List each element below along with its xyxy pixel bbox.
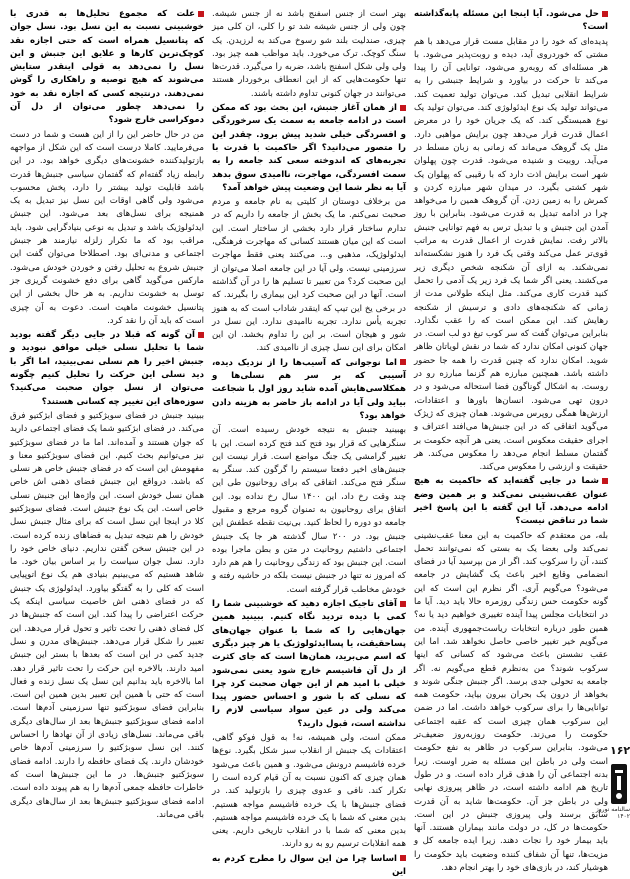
- answer-paragraph: بله، من معتقدم که حاکمیت به این معنا عقب‌نشینی نمی‌کند ولی بعضا یک به بستی که نمی‌توانند تحمل کنند، آن را سرکوب کند. اگر از من بپرسید آیا در فضای انضمامی وقایع اخیر باعث یک گشایش در جامعه می‌شود؟ می‌گویم آری. اگر نظرم این است که این گونه حکومت حس زندگی روزمره حالا باید دید. آیا ما در انتخابات مجلس پیدا آینده تغییری خواهیم دید یا نه؟ همین طور درباره انتخابات ریاست‌جمهوری آینده. من می‌گویم خیر تغییر خاصی حاصل نخواهد شد. اما این عقب نشستن باعث می‌شود که کسانی که اینها سرکوب شوند؟ من به‌نظرم قطع می‌گویم نه. اگر جامعه به تحولی جدی برسد. اگر جنبش جنگی شوند و بخواهد از درون یک بحران بیرون بیاید، حکومت همه توانایی‌ها را برای سرکوب خواهد داشت. اما در ضمن این سرکوب همان چیزی است که عقبه اجتماعی حکومت را می‌زند. حکومت روزبه‌روز ضعیف‌تر می‌شود. بنابراین سرکوب در ظاهر به نفع حکومت است ولی در باطن این مسئله به ضرر اوست. زیرا بدنه اجتماعی آن را هدف قرار داده است. و در طول تاریخ هم ادامه داشته است، در ظاهر پیروزی نهایی ولی در باطن جز آن. حکومت‌ها شاید به آن قدرت سابق برسند ولی پیروزی جنبش در این است. حکومت‌ها در کل، در دولت مانند بیماران هستند. آنها باید بیمار خود را نجات دهند. زیرا ایده جامعه کل و مزیت‌ها، تنها آن شفاف کننده وضعیت باید حکومت را هوشیار کند، در بازی‌های خود را بهتر انجام دهد.: [414, 530, 608, 873]
- question-marker-icon: [400, 601, 406, 607]
- question-marker-icon: [602, 478, 608, 484]
- question-marker-icon: [602, 11, 608, 17]
- text-columns: [8, 8, 608, 877]
- question-text: از همان آغاز جنبش، این بحث بود که ممکن است در ادامه جامعه به سمت یک سرخوردگی و افسردگی خیلی شدید پیش برود. چقدر این را متصور می‌دانید؟ اگر حاکمیت با قدرت با تجربه‌های که اندوخته سعی کند جامعه را به سمت افسردگی، مهاجرت، ناامیدی سوق بدهد آیا به نظر شما این وضعیت پیش خواهد آمد؟: [212, 103, 406, 193]
- question-marker-icon: [198, 11, 204, 17]
- question-marker-icon: [400, 855, 406, 861]
- question-text: اما نوجوانی که آسیب‌ها را از نزدیک دیده، آسیبی که بر سر هم نسلی‌ها و همکلاسی‌هایش آمده شاید روز اول با شجاعت بیاید ولی آیا در ادامه باز حاضر به هزینه دادن خواهد بود؟: [212, 357, 406, 421]
- answer-paragraph: من در حال حاضر این را از این هست و شما در دست می‌فرمایید. کاملا درست است که این شکل از مواجهه بازتولیدکننده خشونت‌های دیگری خواهد بود. در این رابطه زیاد گفته‌ام که گفتمان سیاسی جنبش‌ها قدرت باشد قابلیت تولید بیشتر را دارد، پخش محسوب می‌شود ولی گاهی اوقات این نسل نیز تبدیل به یک همنیجه برای نسل‌های بعد می‌شود. این جنبش ایدئولوژیک باشد و تبدیل به نوعی بنیادگرایی شود. باید مراقب بود که ما تکرار زلزله نیازمند هر جنبش اجتماعی و مدنی‌ای بود. اصطلاحا می‌توان گفت این جنبش شروع به تحلیل رفتن و خوردن خودش می‌شود. مارکس می‌گوید گاهی برای دفع خشونت گریزی جز توسل به خشونت نداریم. به هر حال بخشی از این پتانسیل خشونت ماهیت است. دعوت به آن چیزی است که باید آن را نقد کرد.: [10, 129, 204, 326]
- interview-question: [212, 357, 406, 423]
- magazine-logo: [608, 762, 630, 806]
- question-text: آقای تاجیک اجازه دهید که خوشبینی شما را کمی با دیده تردید نگاه کنیم. ببینید همین جهان‌هایی را که شما با عنوان جهان‌های پسا‌حقیقت، یا پساایدئولوژیک یا هر چیز دیگری که اسم می‌برید، همان‌ها است که جای کثرت از دل آن فاشیسم خارج شود یعنی نمی‌شود خیلی با امید هم از این جهان صحبت کرد چرا که نسلی که با شور و احساس حضور پیدا می‌کند ولی در عین سواد سیاسی لازم را نداشته است، قبول دارید؟: [212, 599, 406, 729]
- interview-question: [10, 329, 204, 409]
- column-left: [10, 8, 204, 820]
- column-right: [414, 8, 608, 873]
- interview-question: [414, 475, 608, 528]
- question-marker-icon: [400, 359, 406, 365]
- interview-question: [212, 598, 406, 731]
- answer-paragraph: پدیده‌ای که خود را در مقابل مست قرار می‌دهد با هم مشتی که خورد‌رو‌ی آید، دیده و روبت‌پذیر می‌شود. با هر مسئله‌ای که روبه‌رو می‌شود، توانایی آن را پیدا می‌کند تا حرکت در بیاورد و شرایط جنبشی را به شرایط انقلابی تبدیل کند. می‌توان تولید تعمیت کند. می‌تواند تولید یک نوع ایدئولوژی کند. می‌توان تولید یک نوع همبستگی کند. که یک جریان خود را در معرض اعمال قدرت قرار می‌دهد چون برایش مواهبی دارد. مثل یک گروهک می‌ماند که زمانی به زبان مسلط در می‌آید. روبیت و شنیده می‌شود. قدرت چون پهلوان شهر است برایش اذت دارد که با رقیبی که پهلوان یک شهر کشتی بگیرد. در میدان شهر مبارزه کردن و کمرش را به زمین زدن. آن گروهک همین را می‌خواهد چرا در ادامه تبدیل به قدرت می‌شود. بنابراین با روز آمدن این جنبش و با تبدیل ترس به فهم توانایی جنبش بالاتر رفت. نمایش قدرت از اعمال قدرت به مراتب قوی‌تر عمل می‌کند وقتی یک فرد را هنوز نشکسته‌اند نمی‌شکند. به ازای آن شکنجه شخص دیگری زیر می‌کشند. یعنی اگر شما یک فرد زیر یک آدمی را تحمل کنید قدرت کاری می‌کند. مثل اینکه طولانی مدت از زمانی که شکنجه‌های دادی و ترسیش از شکنجه رهایش کند. این ممکن است که را عقب نگذارد. بنابراین می‌توان گفت که سر کوب تیغ دو لب است. در جهان کنونی امکان ندارد که شما در نقش لویاتان ظاهر شوید. امکان ندارد که چنین قدرت را همه جا حضور داشته باشد. همچنین مبارزه هم گزنما مبارزه رو در روست. به اشکال گوناگون فضا استحاله می‌شود و در درون تهی می‌شود. انسان‌ها باورها و اعتقادات، ارزش‌ها همگی روپرس می‌شوند. همان چیزی که ژیژک می‌گوید اتفاقی که در این جنبش‌ها می‌افتد اعتراف و اجرای حقیقت معکوس است. یعنی هر آنچه حکومت بر گفتمان مسلط انجام می‌دهد را معکوس می‌کند. هر حقیقت و ارزشی را معکوس می‌کند.: [414, 36, 608, 473]
- question-marker-icon: [400, 105, 406, 111]
- question-text: حل می‌شود. آیا اینجا این مسئله پا‌به‌گذاشته است؟: [414, 9, 608, 33]
- interview-question: [10, 8, 204, 128]
- interview-question: [414, 8, 608, 35]
- answer-paragraph: ببینید جنبش در فضای سوبژکتیو و فضای ابژکتیو فرق می‌کند. در فضای ابژکتیو شما یک فضای اجتماعی دارید که جوان هستند و آمده‌اند. اما ما در فضای سوبژکتیو نیز می‌توانیم بحث کنیم. این فضای سوبژکتیو معنا و مفهومش این است که در فضای جنبش خاص هر نسلی که باشد. درواقع این جنبش فضای ذهنی اش خاص همان نسل خودش است. این واژه‌ها این جنبش نسلی خاص است. این یک نوع جنبش است. فضای سوبژکتیو کلا در اینجا این نسل است که برای مثال جنبش نسل خودش را هم نتیجه تبدیل به فضاهای زنده کرده است. در این جنبش سخن گفتن نداریم. دنیای خاص خود را دارد. نسل جوان سیاست را بر اساس بیان خود. ما شاهد هستیم که می‌بینیم بنیادی هم یک نوع اتوپیایی است که کلی را به گفتگو بیاورد. ایدئولوژی یک جنبش که در فضای ذهنی اش خاصیت سیاسی اینکه یک حرکت اعتراضی را پیدا کند. این است که جنبش‌ها در کل فضای ذهنی را تحت تاثیر و تحول قرار می‌دهد. این تعبیر را شکل قرار می‌دهد. جنبش‌های مدرن و نسل جدید کمی در این است که بعدها با بستر این جنبش امید دارند. بالاخره این حرکت را تحت تاثیر قرار دهد. اما بالاخره باید بدانیم این نسل یک نسل زنده و فعال است که حتی با همین این تعبیر بدین همین این است. بنابراین فضای سوبژکتیو تنها سرزمینی آدم‌ها است. ادامه فضای سوبژکتیو جنبش‌ها بعد از سال‌های دیگری باقی می‌ماند. نسل‌های زیادی از آن نهادها را احساس کنند. این نسل سوبژکتیو را سرزمینی آدم‌ها خاص خودشان دارند. یک فضای حافظه را دارند. ادامه فضای سوبژکتیو جنبش‌ها. در ما این جنبش‌ها است که خاطرات حافظه جمعی آدم‌ها را به هم پیوند داده است. ادامه فضای سوبژکتیو جنبش‌ها بعد از سال‌های دیگری باقی می‌ماند.: [10, 410, 204, 820]
- column-middle: [212, 8, 407, 877]
- question-text: آن گونه که قبلا در جایی دیگر گفته بودید شما با تحلیل نسلی خیلی موافق نبودید و جنبش اخیر را هم نسلی نمی‌بینید، اما اگر با دید نسلی این حرکت را تحلیل کنیم چگونه می‌توان از نسل جوان صحبت می‌کنید؟ سوزه‌های این تغییر چه کسانی هستند؟: [10, 330, 204, 407]
- page-number: ۱۶۲: [610, 744, 630, 757]
- answer-paragraph: ممکن است، ولی همیشه، نه! به قول فوکو گاهی، اعتقادات یک جنبش از انقلاب سبز شکل بگیرد. نوع‌ها خرده فاشیسم درونش می‌شود. و همین باعث می‌شود همان چیزی که اکنون نسبت به آن قیام کرده است را تکرار کند. نافی و عدوی چیزی را بازتولید کند. در فضای جنبش‌ها با یک خرده فاشیسم مواجه هستیم. بدین معنی که شما با یک خرده فاشیسم مواجه هستیم. بدین معنی که شما با در انقلاب تاریخی داریم. یعنی همه انقلابات ترسیم رو به رو دارند.: [212, 733, 406, 850]
- question-text: شما در جایی گفته‌اید که حاکمیت به هیچ عنوان عقب‌نشینی نمی‌کند و بر همین وضع ادامه می‌دهد. آیا این گفته با این پاسخ اخیر شما در تناقض نیست؟: [414, 476, 608, 527]
- issue-line: سالنامه نوروز ۱۴۰۲: [595, 806, 630, 820]
- interview-question: [212, 102, 406, 195]
- question-text: اساسا چرا من این سوال را مطرح کردم به این: [212, 853, 406, 877]
- answer-paragraph: بهتر است از جنس اسفنج باشد نه از جنس شیشه. چون ولی از جنس شیشه شد تو را کلی، ان کلی میز چیزی، صندلیت بلند شو رسوخ می‌کند به لرزیدن. یک سنگ کوچک. ترک می‌خورد. باید مواظب همه چیز بود. ولی ولی شکل اسفنج باشد، ضربه را می‌گیرد. قدرت‌ها تنها حکومت‌هایی که از این انعطاف برخوردار هستند می‌توانند در جهان کنونی تداوم داشته باشند.: [212, 9, 406, 99]
- page-margin: [612, 0, 630, 820]
- answer-paragraph: بهبینید جنبش به نتیجه خودش رسیده است. آن سنگرهایی که قرار بود فتح کند فتح کرده است. این با تغییر گرامشی یک جنگ مواضع است. قرار نیست این جنبش‌های اخیر دفعتا سیستم را گرگون کند. سنگر به سنگر فتح می‌کند. اتفاقی که برای روحانیون طی این چند وقت رخ داد، این ۱۴۰۰ سال رخ نداده بود. این اتفاق برای روحانیون به تمنوان گروه مرجع و مقبول جامعه دو دوره را لحاظ کنید. بی‌نیت نقطه عطفش این جنبش بود. در ۲۰۰ سال گذشته هر جا یک جنبش اجتماعی داشتیم روحانیت در متن و بطن ماجرا بوده است. این جنبش بود که زندگی روحانیت را هم هم دارد که امروز نه تنها در جنبش نیست بلکه در حاشیه رفته و خودش مخاطب قرار گرفته است.: [212, 425, 407, 595]
- interview-question: [212, 853, 406, 879]
- answer-paragraph: من برخلاف دوستان از کلیتی به نام جامعه و مردم صحبت نمی‌کنم. ما یک بخش از جامعه را داریم که در تدارم ساختار قرار دارد بخشی از ساختار است. این است که این میان هستند کسانی که مهاجرت فرهنگی، ایدئولوژیک، مذهبی و... می‌کنند یعنی فقط مهاجرت سرزمینی نیست. ولی آیا در این جامعه اصلا می‌توان از این صحبت کرد؟ من تعبیر تا تسلیم ها را در آن گذاشته است. آنها در این صحبت کرد این بیماری را بگیرند. که در برخی یخ این تیپ که اینقدر شاداب است که به هنوز تجربه یأس ندارد. تجربه ناامیدی ندارد. این نسل در شور و هیجان است. بر این را تداوم بخشد. ان این امکان برای این نسل چیزی از ناامیدی کند.: [212, 197, 406, 354]
- question-text: علت که مجموع تحلیل‌ها به قدری با خوشبینی نسبت به این نسل بود. نسل جوان که پتانسیل همراه است که حتی اجازه نقد کوچک‌ترین کارها و علایق این جنبش و این نسل را نمی‌دهد به قولی اینقدر ستایش می‌شوند که هیچ توصیه و راهکاری را گوش نمی‌دهند. درنتیجه کسی که اجازه نقد به خود را نمی‌دهد چطور می‌توان از دل آن دموکراسی خارج شود؟: [10, 9, 204, 126]
- question-marker-icon: [198, 332, 204, 338]
